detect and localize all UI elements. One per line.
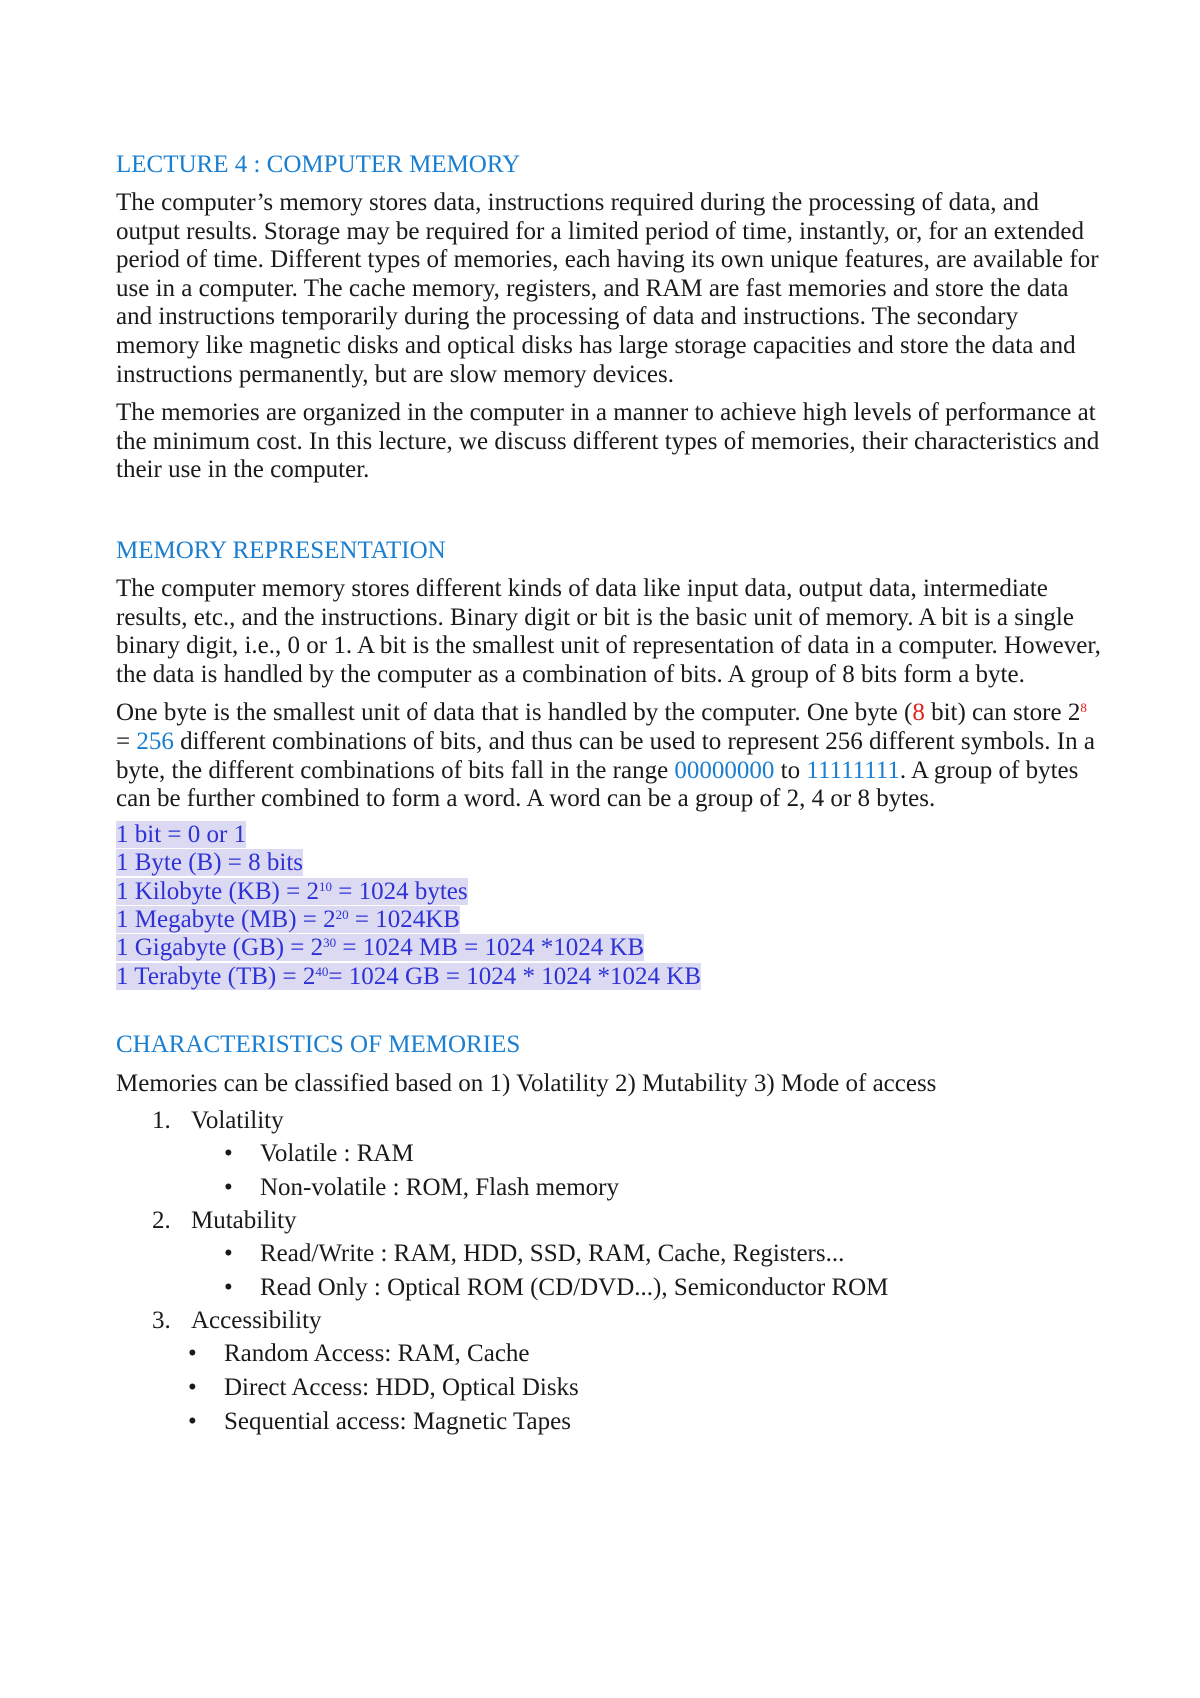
highlight-number: 256 bbox=[136, 727, 174, 755]
binary-min: 00000000 bbox=[674, 756, 775, 784]
sub-item-text: Read/Write : RAM, HDD, SSD, RAM, Cache, Registers... bbox=[260, 1239, 845, 1267]
section-heading-characteristics: CHARACTERISTICS OF MEMORIES bbox=[116, 1031, 521, 1059]
text-run: different combinations of bits, and thus can be used to represent 256 different symbols. In a byte, the different combinations of bits fall in the range bbox=[116, 727, 1095, 784]
intro-paragraph-2: The memories are organized in the computer in a manner to achieve high levels of performance at the minimum cost. In this lecture, we discuss different types of memories, their characteristics and their use in the computer. bbox=[116, 399, 1100, 484]
text-run: bit) can store 2 bbox=[924, 699, 1081, 727]
unit-text bbox=[116, 906, 460, 933]
sub-item-text: Sequential access: Magnetic Tapes bbox=[224, 1407, 571, 1435]
text-run: to bbox=[774, 756, 807, 784]
bullet-icon: • bbox=[224, 1139, 233, 1167]
text-run: One byte is the smallest unit of data that is handled by the computer. One byte ( bbox=[116, 699, 913, 727]
exponent: 20 bbox=[335, 907, 349, 923]
unit-value: = 1024 bytes bbox=[331, 877, 468, 905]
unit-line bbox=[116, 906, 1106, 934]
unit-label: 1 Kilobyte (KB) = 2 bbox=[116, 877, 319, 905]
list-item bbox=[116, 1305, 1106, 1337]
sub-item-text: Random Access: RAM, Cache bbox=[224, 1339, 530, 1367]
unit-value: = 1024KB bbox=[348, 905, 460, 933]
unit-line bbox=[116, 934, 1106, 962]
unit-line bbox=[116, 821, 1106, 849]
bullet-icon: • bbox=[188, 1373, 197, 1401]
sub-list-item bbox=[116, 1405, 1106, 1439]
unit-value: = 1024 GB = 1024 * 1024 *1024 KB bbox=[328, 962, 701, 990]
exponent: 8 bbox=[1080, 700, 1087, 716]
unit-value: = 1024 MB = 1024 *1024 KB bbox=[336, 934, 645, 962]
sub-item-text: Direct Access: HDD, Optical Disks bbox=[224, 1373, 579, 1401]
unit-text bbox=[116, 878, 468, 905]
bullet-icon: • bbox=[188, 1339, 197, 1367]
lecture-title: LECTURE 4 : COMPUTER MEMORY bbox=[116, 151, 521, 178]
sub-list-item bbox=[116, 1137, 1106, 1171]
units-list bbox=[116, 821, 1106, 991]
unit-label: 1 Megabyte (MB) = 2 bbox=[116, 905, 336, 933]
sub-list-item bbox=[116, 1171, 1106, 1205]
list-number: 1. bbox=[152, 1106, 171, 1134]
sub-item-text: Volatile : RAM bbox=[260, 1139, 414, 1167]
text-run: = bbox=[116, 727, 137, 755]
unit-label: 1 bit = 0 or 1 bbox=[116, 820, 247, 848]
unit-text bbox=[116, 934, 644, 961]
unit-line bbox=[116, 849, 1106, 877]
list-number: 3. bbox=[152, 1306, 171, 1334]
bullet-icon: • bbox=[188, 1407, 197, 1435]
unit-text bbox=[116, 821, 246, 848]
sub-item-text: Non-volatile : ROM, Flash memory bbox=[260, 1173, 619, 1201]
list-item bbox=[116, 1205, 1106, 1237]
unit-label: 1 Terabyte (TB) = 2 bbox=[116, 962, 316, 990]
characteristics-intro: Memories can be classified based on 1) Volatility 2) Mutability 3) Mode of access bbox=[116, 1070, 937, 1098]
representation-paragraph-2 bbox=[116, 699, 1106, 813]
bullet-icon: • bbox=[224, 1273, 233, 1301]
list-label: Volatility bbox=[191, 1106, 284, 1134]
list-label: Mutability bbox=[191, 1206, 297, 1234]
list-number: 2. bbox=[152, 1206, 171, 1234]
unit-text bbox=[116, 963, 701, 990]
bullet-icon: • bbox=[224, 1173, 233, 1201]
characteristics-list bbox=[116, 1105, 1106, 1439]
list-item bbox=[116, 1105, 1106, 1137]
sub-list-item bbox=[116, 1337, 1106, 1371]
bullet-icon: • bbox=[224, 1239, 233, 1267]
binary-max: 11111111 bbox=[806, 756, 900, 784]
unit-label: 1 Gigabyte (GB) = 2 bbox=[116, 934, 324, 962]
unit-label: 1 Byte (B) = 8 bits bbox=[116, 849, 304, 877]
representation-paragraph-1: The computer memory stores different kinds of data like input data, output data, intermediate results, etc., and the instructions. Binary digit or bit is the basic unit of memory. A bit is a single binary digit, i.e., 0 or 1. A bit is the smallest unit of representation of data in a computer. However, the data is handled by the computer as a combination of bits. A group of 8 bits form a byte. bbox=[116, 574, 1101, 688]
sub-item-text: Read Only : Optical ROM (CD/DVD...), Semiconductor ROM bbox=[260, 1273, 889, 1301]
intro-paragraph-1: The computer’s memory stores data, instructions required during the processing of data, and output results. Storage may be required for a limited period of time, instantly, or, for an extended period of time. Different types of memories, each having its own unique features, are available for use in a computer. The cache memory, registers, and RAM are fast memories and store the data and instructions temporarily during the processing of data and instructions. The secondary memory like magnetic disks and optical disks has large storage capacities and store the data and instructions permanently, but are slow memory devices. bbox=[116, 189, 1099, 388]
exponent: 10 bbox=[318, 878, 332, 894]
unit-line bbox=[116, 963, 1106, 991]
section-heading-representation: MEMORY REPRESENTATION bbox=[116, 536, 446, 564]
unit-line bbox=[116, 878, 1106, 906]
exponent: 30 bbox=[323, 935, 337, 951]
text-run: . A group of bytes can be further combined to form a word. A word can be a group of 2, 4 or 8 bytes. bbox=[116, 756, 1079, 813]
list-label: Accessibility bbox=[191, 1306, 322, 1334]
sub-list-item bbox=[116, 1237, 1106, 1271]
exponent: 40 bbox=[315, 963, 329, 979]
sub-list-item bbox=[116, 1271, 1106, 1305]
document-page bbox=[116, 150, 1106, 1439]
unit-text bbox=[116, 849, 303, 876]
sub-list-item bbox=[116, 1371, 1106, 1405]
highlight-number: 8 bbox=[912, 699, 925, 727]
